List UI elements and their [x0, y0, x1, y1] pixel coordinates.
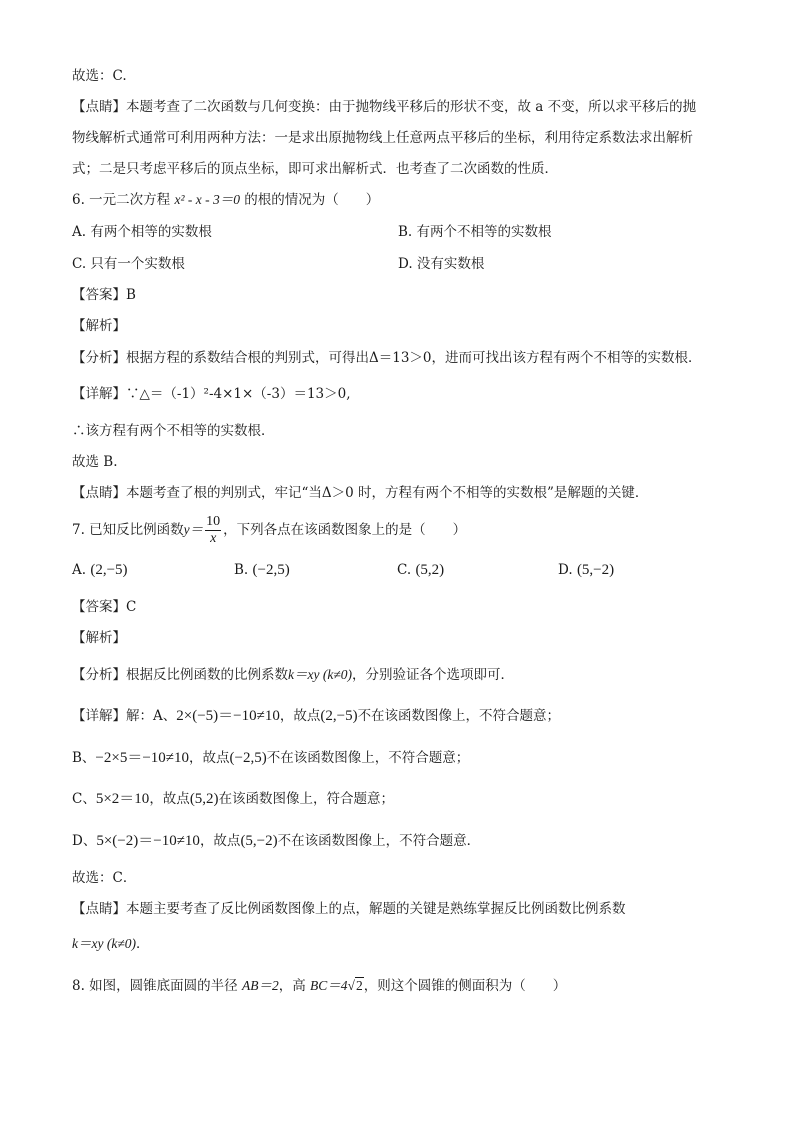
choice-6: 故选 B.: [72, 454, 118, 470]
q7-c-label: C.: [397, 562, 412, 578]
q7-d-label: D.: [558, 562, 573, 578]
q7-numerator: 10: [206, 514, 221, 529]
xq7-b5: 不在该函数图像上，不符合题意；: [266, 750, 470, 766]
xq7-a5: 不在该函数图像上，不符合题意；: [357, 708, 561, 724]
q7-d-value: (5,−2): [576, 562, 615, 578]
q7-option-b: [234, 560, 290, 580]
remark-6: 【点睛】本题考查了根的判别式，牢记“当Δ＞0 时，方程有两个不相等的实数根”是解题的关键．: [72, 485, 649, 501]
q8-sqrt: √2: [347, 978, 363, 993]
analysis-7-title: 【解析】: [72, 630, 126, 646]
detail-7-a: [72, 706, 560, 726]
xq7-c4: (5,2): [189, 791, 219, 807]
xq7-a2: 2×(−5)＝−10≠10: [176, 708, 280, 724]
detail-7-b: [72, 748, 469, 768]
q7-b-value: (−2,5): [252, 562, 290, 578]
q7-option-a: [72, 560, 128, 580]
q6-option-d: D. 没有实数根: [398, 256, 485, 272]
therefore-6: ∴该方程有两个不相等的实数根．: [72, 423, 275, 439]
analysis-6: 【分析】根据方程的系数结合根的判别式，可得出Δ＝13＞0，进而可找出该方程有两个不相等的实数根．: [72, 350, 702, 366]
fx7-math: k＝xy (k≠0): [288, 667, 352, 682]
analysis-7: [72, 665, 514, 685]
q7-fraction: [205, 514, 221, 547]
remark-line-1: 【点睛】本题考查了二次函数与几何变换：由于抛物线平移后的形状不变，故 a 不变，所以求平移后的抛: [72, 99, 697, 115]
xq7-a4: (2,−5): [320, 708, 358, 724]
q7-option-d: [558, 560, 614, 580]
q6-option-b: B. 有两个不相等的实数根: [398, 224, 552, 240]
answer-7: 【答案】C: [72, 599, 137, 615]
q8-a: 8. 如图，圆锥底面圆的半径: [72, 978, 238, 994]
analysis-6-title: 【解析】: [72, 318, 126, 334]
xq7-d5: 不在该函数图像上，不符合题意．: [277, 833, 481, 849]
q6-prefix: 6. 一元二次方程: [72, 192, 171, 208]
xq7-b3: ，故点: [189, 750, 230, 766]
xq7-c5: 在该函数图像上，符合题意；: [218, 791, 395, 807]
xq7-c3: ，故点: [149, 791, 190, 807]
dj7-end: ．: [136, 936, 150, 952]
choice-7: 故选：C．: [72, 870, 137, 886]
dj7-math: k＝xy (k≠0): [72, 936, 136, 951]
q7-b-label: B.: [234, 562, 249, 578]
q7-y: y＝: [183, 522, 204, 537]
q7-a-label: A.: [72, 562, 87, 578]
q8-b: ，高: [278, 978, 306, 994]
q7-suffix: ，下列各点在该函数图象上的是（ ）: [223, 522, 467, 538]
xq7-b1: B、: [72, 750, 96, 766]
q8-ab: AB＝2: [241, 978, 279, 993]
q6-suffix: 的根的情况为（ ）: [244, 192, 380, 208]
xq7-b2: −2×5＝−10≠10: [95, 750, 190, 766]
detail-7-c: [72, 789, 394, 809]
q7-prefix: 7. 已知反比例函数: [72, 522, 184, 538]
remark-7: 【点睛】本题主要考查了反比例函数图像上的点，解题的关键是熟练掌握反比例函数比例系数: [72, 901, 626, 917]
xq7-c1: C、: [72, 791, 96, 807]
answer-line: 故选：C.: [72, 68, 127, 84]
xq7-d1: D、: [72, 833, 97, 849]
xq7-d4: (5,−2): [240, 833, 278, 849]
question-6: [72, 190, 379, 210]
xq7-d3: ，故点: [199, 833, 241, 849]
question-7: [72, 512, 466, 548]
q7-denominator: x: [210, 531, 217, 546]
q8-c: ，则这个圆锥的侧面积为（ ）: [363, 978, 567, 994]
xq7-a3: ，故点: [279, 708, 321, 724]
detail-7-d: [72, 831, 480, 851]
q6-option-a: A. 有两个相等的实数根: [72, 224, 212, 240]
question-8: [72, 976, 566, 996]
remark-line-2: 物线解析式通常可利用两种方法：一是求出原抛物线上任意两点平移后的坐标，利用待定系数法求出解析: [72, 130, 693, 146]
remark-line-3: 式；二是只考虑平移后的顶点坐标，即可求出解析式．也考查了二次函数的性质．: [72, 161, 558, 177]
detail-6: 【详解】∵△＝（-1）²-4×1×（-3）＝13＞0,: [72, 386, 351, 402]
q7-option-c: [397, 560, 444, 580]
q8-radicand: 2: [355, 978, 363, 993]
xq7-c2: 5×2＝10: [95, 791, 150, 807]
remark-7-formula: [72, 934, 150, 954]
xq7-a1: 【详解】解：A、: [72, 708, 177, 724]
xq7-b4: (−2,5): [229, 750, 267, 766]
fx7-b: ，分别验证各个选项即可．: [352, 667, 514, 683]
q7-c-value: (5,2): [415, 562, 445, 578]
q6-option-c: C. 只有一个实数根: [72, 256, 185, 272]
q6-equation: x² - x - 3＝0: [174, 192, 240, 207]
answer-6: 【答案】B: [72, 287, 136, 303]
q7-a-value: (2,−5): [90, 562, 128, 578]
fx7-a: 【分析】根据反比例函数的比例系数: [72, 667, 288, 683]
q8-bc: BC＝4: [310, 978, 348, 993]
xq7-d2: 5×(−2)＝−10≠10: [96, 833, 200, 849]
